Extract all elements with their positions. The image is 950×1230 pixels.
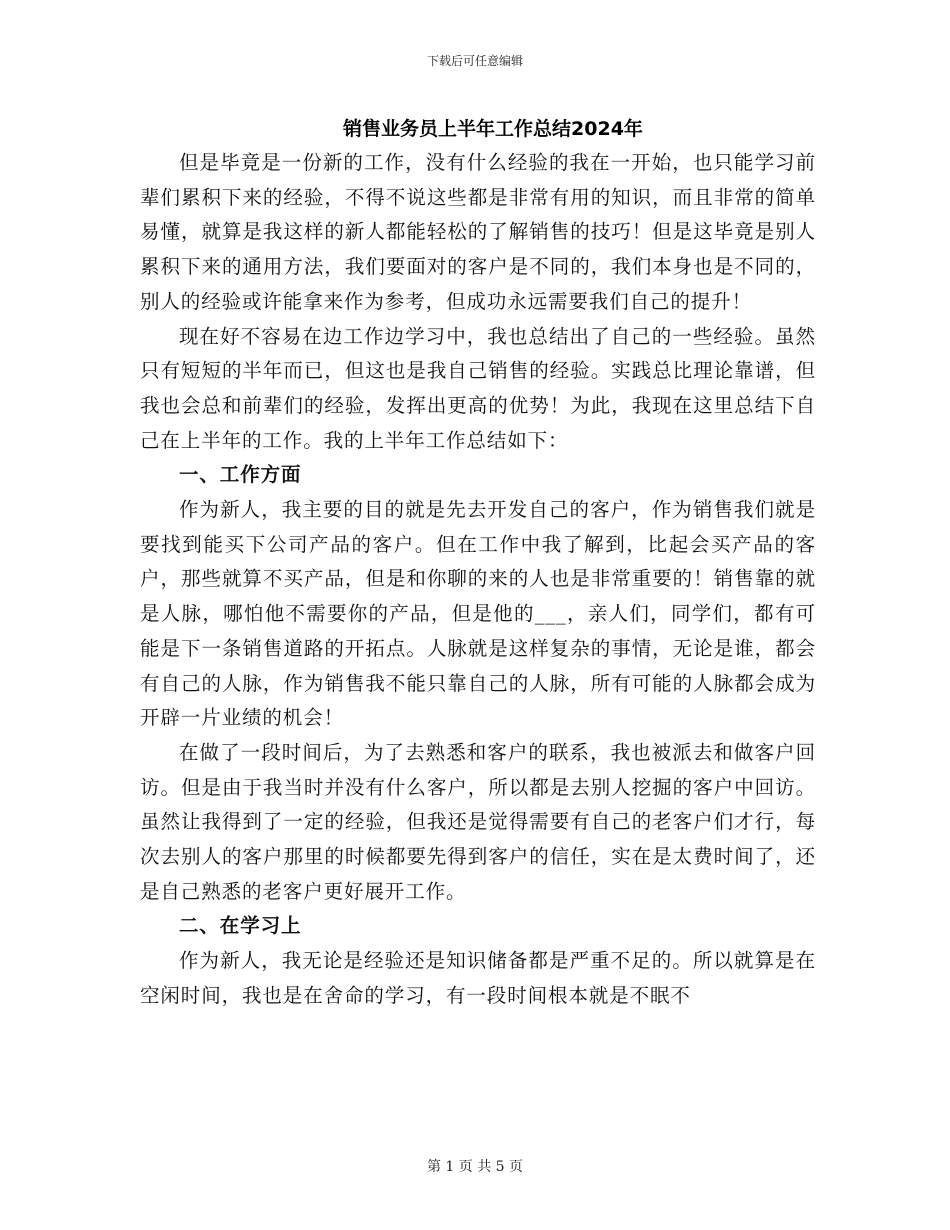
document-title: 销售业务员上半年工作总结2024年 <box>343 118 643 140</box>
paragraph: 但是毕竟是一份新的工作，没有什么经验的我在一开始，也只能学习前辈们累积下来的经验，不得不说这些都是非常有用的知识，而且非常的简单易懂，就算是我这样的新人都能轻松的了解销售的技巧！但是这毕竟是别人累积下来的通用方法，我们要面对的客户是不同的，我们本身也是不同的，别人的经验或许能拿来作为参考，但成功永远需要我们自己的提升！ <box>140 151 816 313</box>
paragraph: 现在好不容易在边工作边学习中，我也总结出了自己的一些经验。虽然只有短短的半年而已，但这也是我自己销售的经验。实践总比理论靠谱，但我也会总和前辈们的经验，发挥出更高的优势！为此，我现在这里总结下自己在上半年的工作。我的上半年工作总结如下： <box>140 324 816 452</box>
paragraph: 在做了一段时间后，为了去熟悉和客户的联系，我也被派去和做客户回访。但是由于我当时并没有什么客户，所以都是去别人挖掘的客户中回访。虽然让我得到了一定的经验，但我还是觉得需要有自己的老客户们才行，每次去别人的客户那里的时候都要先得到客户的信任，实在是太费时间了，还是自己熟悉的老客户更好展开工作。 <box>140 740 816 903</box>
section-heading: 一、工作方面 <box>179 463 302 487</box>
section-heading: 二、在学习上 <box>179 914 302 938</box>
document-body <box>140 112 816 1014</box>
paragraph: 作为新人，我无论是经验还是知识储备都是严重不足的。所以就算是在空闲时间，我也是在舍命的学习，有一段时间根本就是不眠不 <box>140 949 816 1007</box>
header-note: 下载后可任意编辑 <box>426 54 523 68</box>
page-footer: 第 1 页 共 5 页 <box>426 1159 524 1175</box>
paragraph: 作为新人，我主要的目的就是先去开发自己的客户，作为销售我们就是要找到能买下公司产品的客户。但在工作中我了解到，比起会买产品的客户，那些就算不买产品，但是和你聊的来的人也是非常重要的！销售靠的就是人脉，哪怕他不需要你的产品，但是他的___，亲人们，同学们，都有可能是下一条销售道路的开拓点。人脉就是这样复杂的事情，无论是谁，都会有自己的人脉，作为销售我不能只靠自己的人脉，所有可能的人脉都会成为开辟一片业绩的机会！ <box>140 498 816 730</box>
